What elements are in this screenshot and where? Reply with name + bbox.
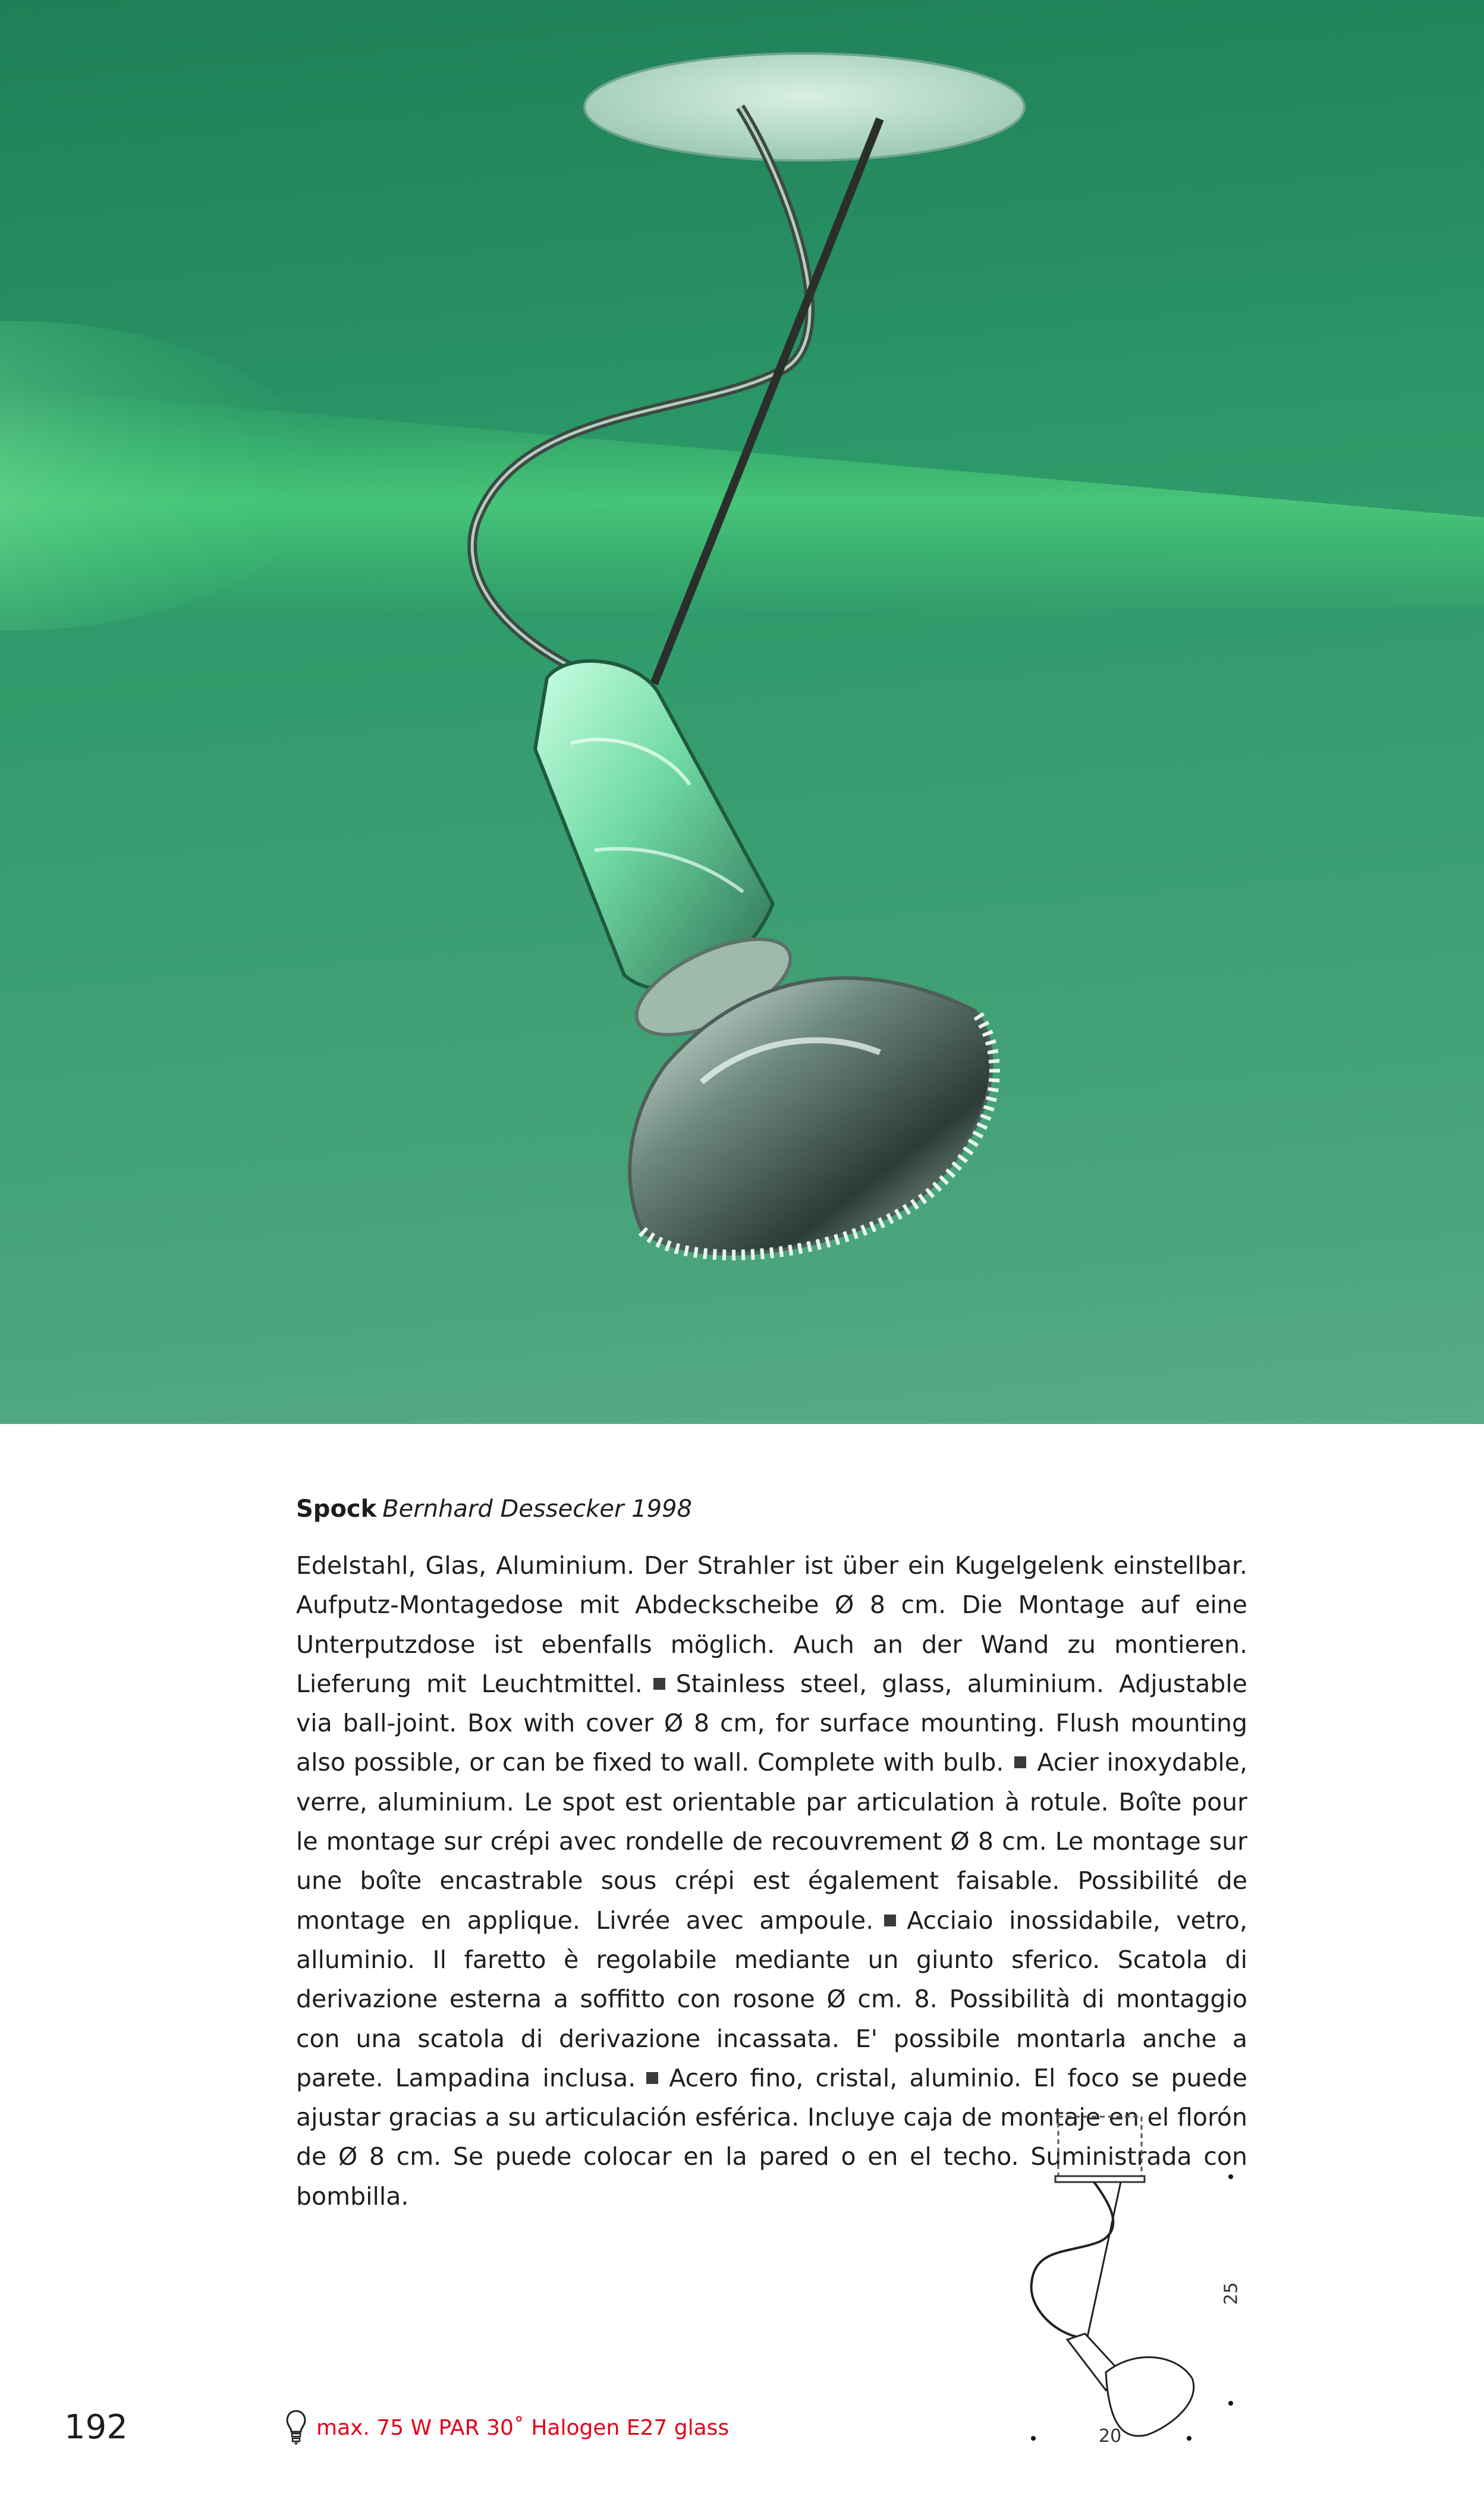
- dimension-marker: [1031, 2436, 1036, 2441]
- separator-square: [1014, 1756, 1026, 1768]
- description-de: Edelstahl, Glas, Aluminium. Der Strahler ist über ein Kugelgelenk einstellbar. Aufputz-Montagedose mit Abdeckscheibe Ø 8 cm. Die Montage auf eine Unterputzdose ist ebenfalls möglich. Auch an der Wand zu montieren. Lieferung mit Leuchtmittel.: [296, 1551, 1247, 1698]
- separator-square: [646, 2072, 658, 2084]
- lamp-spec-text: max. 75 W PAR 30˚ Halogen E27 glass: [316, 2415, 730, 2440]
- product-heading: [296, 1492, 692, 1526]
- reflector-outline: [1106, 2357, 1194, 2437]
- ceiling-rose: [584, 54, 1024, 161]
- separator-square: [884, 1915, 896, 1926]
- bulb-icon: [285, 2409, 307, 2446]
- cable-outline: [1032, 2182, 1114, 2337]
- height-dimension: 25: [1221, 2282, 1242, 2305]
- rod-outline: [1087, 2182, 1121, 2340]
- cover-plate: [1055, 2176, 1145, 2182]
- mounting-box-outline: [1058, 2117, 1142, 2176]
- product-name: Spock: [296, 1495, 377, 1523]
- lamp-spec: [285, 2409, 729, 2446]
- description-en: Stainless steel, glass, aluminium. Adjustable via ball-joint. Box with cover Ø 8 cm, for surface mounting. Flush mounting also possible, or can be fixed to wall. Complete with bulb.: [296, 1669, 1247, 1777]
- product-designer: Bernhard Dessecker 1998: [382, 1495, 692, 1523]
- dimension-drawing: [1011, 2105, 1249, 2447]
- lamp-line-drawing: [1011, 2105, 1249, 2438]
- description-fr: Acier inoxydable, verre, aluminium. Le spot est orientable par articulation à rotule. Boîte pour le montage sur crépi avec rondelle de recouvrement Ø 8 cm. Le montage sur une boîte encastrable sous crépi est également faisable. Possibilité de montage en applique. Livrée avec ampoule.: [296, 1748, 1247, 1935]
- description-es: Acero fino, cristal, aluminio. El foco se puede ajustar gracias a su articulación esférica. Incluye caja de montaje en el florón de Ø 8 cm. Se puede colocar en la pared o en el techo. Suministrada con bombilla.: [296, 2063, 1247, 2211]
- dimension-marker: [1187, 2436, 1191, 2441]
- dimension-marker: [1228, 2401, 1233, 2406]
- page-number: 192: [64, 2408, 128, 2447]
- dimension-marker: [1228, 2174, 1233, 2179]
- width-dimension: 20: [1099, 2426, 1122, 2447]
- description-it: Acciaio inossidabile, vetro, alluminio. Il faretto è regolabile mediante un giunto sferico. Scatola di derivazione esterna a soffitto con rosone Ø cm. 8. Possibilità di montaggio con una scatola di derivazione incassata. E' possibile montarla anche a parete. Lampadina inclusa.: [296, 1906, 1247, 2092]
- separator-square: [653, 1678, 665, 1690]
